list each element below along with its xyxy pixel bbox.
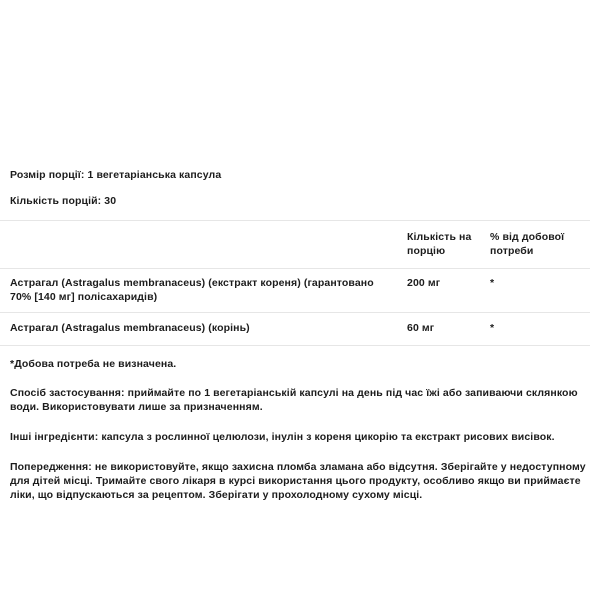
ingredient-daily-value: * [490, 269, 590, 313]
serving-info [0, 168, 600, 208]
supplement-facts-panel [0, 168, 600, 502]
column-header-ingredient [0, 221, 407, 269]
table-row [0, 313, 590, 346]
column-header-amount-per-serving: Кількість на порцію [407, 221, 490, 269]
servings-per-container-line: Кількість порцій: 30 [10, 195, 117, 207]
supplement-facts-table [0, 220, 590, 346]
ingredient-name: Астрагал (Astragalus membranaceus) (екстракт кореня) (гарантовано 70% [140 мг] полісахаридів) [0, 269, 407, 313]
notes-section [0, 357, 600, 502]
table-body [0, 269, 590, 346]
ingredient-name: Астрагал (Astragalus membranaceus) (корінь) [0, 313, 407, 346]
table-header-row [0, 221, 590, 269]
ingredient-daily-value: * [490, 313, 590, 346]
warning-text: Попередження: не використовуйте, якщо захисна пломба зламана або відсутня. Зберігайте у недоступному для дітей місці. Тримайте свого лікаря в курсі використання цього продукту, особливо якщо ви приймаєте ліки, що відпускаються за рецептом. Зберігати у прохолодному сухому місці. [10, 460, 586, 501]
table-header [0, 221, 590, 269]
directions-text: Спосіб застосування: приймайте по 1 вегетаріанській капсулі на день під час їжі або запиваючи склянкою води. Використовувати лише за призначенням. [10, 386, 578, 413]
column-header-daily-value: % від добової потреби [490, 221, 590, 269]
other-ingredients-text: Інші інгредієнти: капсула з рослинної целюлози, інулін з кореня цикорію та екстракт рисових висівок. [10, 430, 555, 443]
daily-value-footnote: *Добова потреба не визначена. [10, 357, 177, 370]
ingredient-amount: 200 мг [407, 269, 490, 313]
table-row [0, 269, 590, 313]
serving-size-line: Розмір порції: 1 вегетаріанська капсула [10, 169, 222, 181]
ingredient-amount: 60 мг [407, 313, 490, 346]
